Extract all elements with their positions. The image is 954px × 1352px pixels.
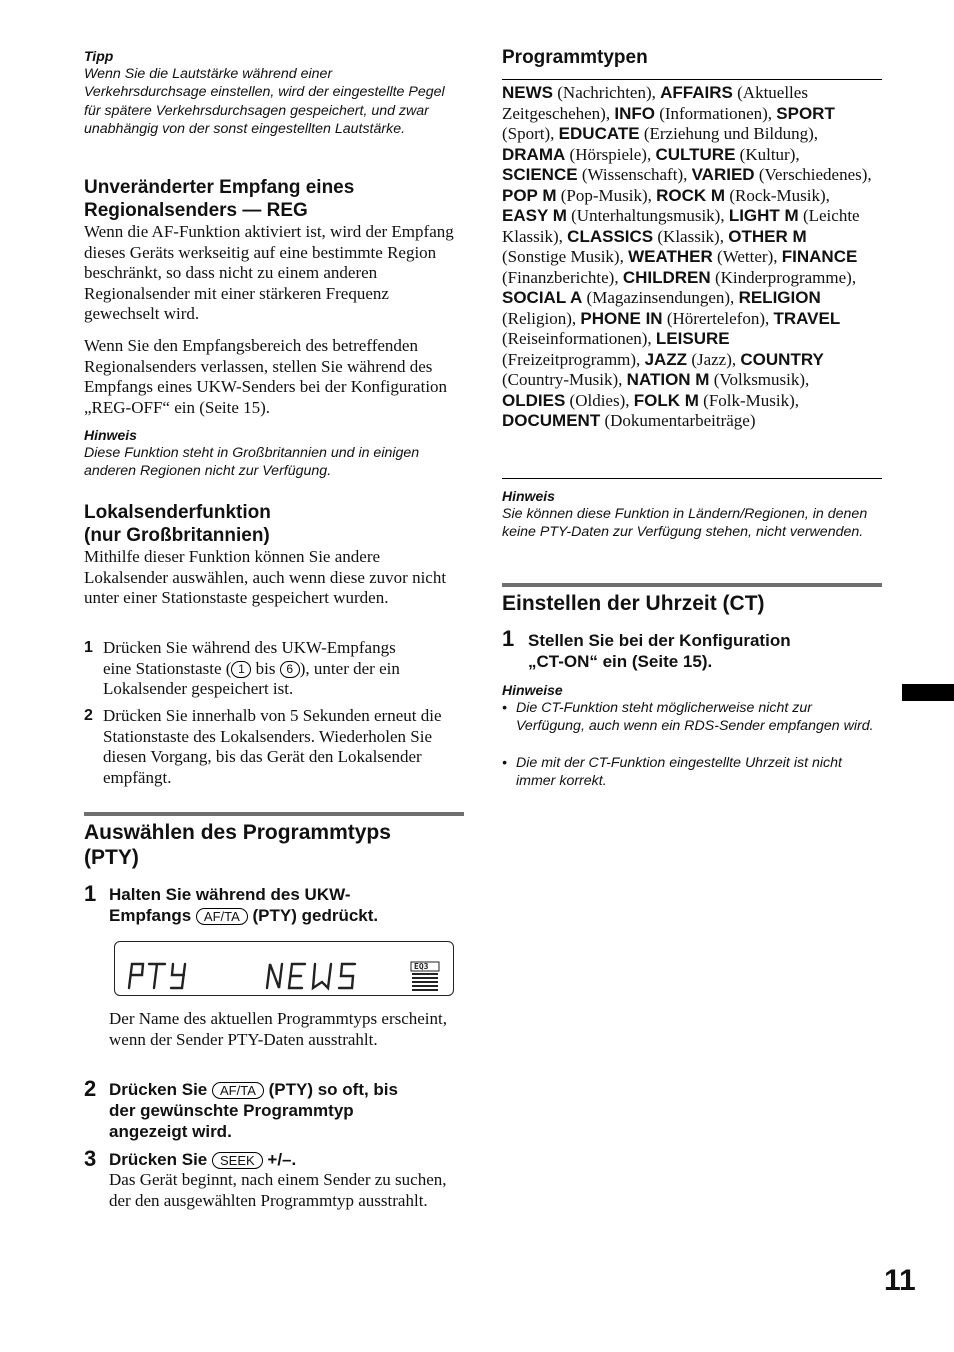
program-type-27-code: FOLK M <box>633 390 699 410</box>
local-step2-number: 2 <box>84 707 93 724</box>
af-ta-key: AF/TA <box>196 908 248 925</box>
program-type-25-description: (Volksmusik), <box>709 370 810 389</box>
program-type-6-code: CULTURE <box>655 144 736 164</box>
program-type-9-code: POP M <box>502 185 557 205</box>
program-type-1-code: AFFAIRS <box>660 83 733 102</box>
program-type-8-description: (Verschiedenes), <box>754 165 872 184</box>
program-type-14-description: (Sonstige Musik), <box>502 247 629 266</box>
program-type-4-code: EDUCATE <box>558 124 640 143</box>
reg-note-text: Diese Funktion steht in Großbritannien und in einigen anderen Regionen nicht zur Verfügung. <box>84 445 420 480</box>
program-type-2-code: INFO <box>614 103 655 123</box>
program-type-21-description: (Reiseinformationen), <box>502 329 656 348</box>
program-type-5-description: (Hörspiele), <box>565 144 656 164</box>
pty-step2-number: 2 <box>84 1076 97 1101</box>
program-type-6-description: (Kultur), <box>735 144 800 164</box>
ct-note1: Die CT-Funktion steht möglicherweise nicht zur Verfügung, auch wenn ein RDS-Sender empfangen wird. <box>516 700 874 735</box>
ct-note2-bullet: • <box>502 755 507 771</box>
program-type-12-code: LIGHT M <box>728 206 799 225</box>
page-number: 11 <box>884 1264 916 1297</box>
ct-note1-bullet: • <box>502 700 507 716</box>
lcd-segment-graphic <box>115 942 453 995</box>
program-type-11-code: EASY M <box>502 206 567 225</box>
ct-heading: Einstellen der Uhrzeit (CT) <box>502 592 765 615</box>
program-type-12-description: (Leichte Klassik), <box>502 206 860 246</box>
program-type-20-description: (Hörertelefon), <box>662 308 774 328</box>
program-type-0-description: (Nachrichten), <box>553 83 661 102</box>
preset-key-1: 1 <box>231 661 251 678</box>
eq-indicator-label: EQ3 <box>414 962 429 971</box>
pty-step3-description: Das Gerät beginnt, nach einem Sender zu suchen, der den ausgewählten Programmtyp ausstrahlt. <box>109 1170 447 1210</box>
program-types-heading: Programmtypen <box>502 47 648 68</box>
program-type-15-code: WEATHER <box>628 247 713 266</box>
program-type-9-description: (Pop-Musik), <box>556 185 657 205</box>
program-type-20-code: PHONE IN <box>580 308 663 328</box>
af-ta-key-2: AF/TA <box>212 1082 264 1099</box>
pty-heading-line2: (PTY) <box>84 846 139 869</box>
program-type-24-code: COUNTRY <box>740 349 824 369</box>
program-type-7-description: (Wissenschaft), <box>577 165 692 184</box>
program-type-18-description: (Magazinsendungen), <box>582 288 739 307</box>
program-type-7-code: SCIENCE <box>502 165 578 184</box>
reg-paragraph-2: Wenn Sie den Empfangsbereich des betreffenden Regionalsenders verlassen, stellen Sie während des Empfangs eines UKW-Senders bei der Konfiguration „REG-OFF“ ein (Seite 15). <box>84 336 448 417</box>
lcd-display <box>114 941 454 996</box>
pty-step3-text: Drücken Sie SEEK +/–. <box>109 1150 297 1169</box>
program-type-24-description: (Country-Musik), <box>502 370 627 389</box>
program-type-26-description: (Oldies), <box>565 390 634 410</box>
ct-notes-heading: Hinweise <box>502 682 563 698</box>
local-heading-line2: (nur Großbritannien) <box>84 525 270 546</box>
program-type-23-description: (Jazz), <box>687 349 741 369</box>
local-step1-line1: Drücken Sie während des UKW-Empfangs <box>103 638 396 657</box>
program-types-bottom-rule <box>502 478 882 479</box>
reg-paragraph-1: Wenn die AF-Funktion aktiviert ist, wird der Empfang dieses Geräts werkseitig auf eine bestimmte Region beschränkt, so dass nicht zu einem anderen Regionalsender mit einer stärkeren Frequenz gewechselt wird. <box>84 222 454 323</box>
program-type-17-description: (Kinderprogramme), <box>710 267 857 287</box>
program-types-list <box>502 83 872 432</box>
program-type-19-description: (Religion), <box>502 308 581 328</box>
program-type-22-description: (Freizeitprogramm), <box>502 349 645 369</box>
types-note-text: Sie können diese Funktion in Ländern/Regionen, in denen keine PTY-Daten zur Verfügung stehen, nicht verwenden. <box>502 506 868 541</box>
program-type-19-code: RELIGION <box>738 288 821 307</box>
program-type-3-description: (Sport), <box>502 124 559 143</box>
program-type-18-code: SOCIAL A <box>502 288 583 307</box>
ct-note2: Die mit der CT-Funktion eingestellte Uhrzeit ist nicht immer korrekt. <box>516 755 842 790</box>
section-tab-marker <box>902 684 954 701</box>
program-type-5-code: DRAMA <box>502 144 566 164</box>
program-type-10-code: ROCK M <box>656 185 726 205</box>
program-type-14-code: OTHER M <box>728 226 807 246</box>
pty-step1-text: Halten Sie während des UKW- Empfangs AF/TA (PTY) gedrückt. <box>109 885 379 925</box>
program-type-2-description: (Informationen), <box>654 103 777 123</box>
program-type-16-description: (Finanzberichte), <box>502 267 623 287</box>
local-step2-text: Drücken Sie innerhalb von 5 Sekunden erneut die Stationstaste des Lokalsenders. Wiederholen Sie diesen Vorgang, bis das Gerät den Lokalsender empfängt. <box>103 706 442 787</box>
ct-step1-text: Stellen Sie bei der Konfiguration „CT-ON“ ein (Seite 15). <box>528 631 791 671</box>
program-type-16-code: FINANCE <box>781 247 858 266</box>
program-type-25-code: NATION M <box>626 370 710 389</box>
program-type-21-code: TRAVEL <box>773 308 841 328</box>
program-type-11-description: (Unterhaltungsmusik), <box>566 206 729 225</box>
reg-note-heading: Hinweis <box>84 427 137 443</box>
program-types-top-rule <box>502 79 882 80</box>
program-type-1-description: (Aktuelles Zeitgeschehen), <box>502 83 808 123</box>
program-type-17-code: CHILDREN <box>622 267 711 287</box>
program-type-28-description: (Dokumentarbeiträge) <box>600 411 756 430</box>
program-type-23-code: JAZZ <box>644 349 688 369</box>
program-type-13-description: (Klassik), <box>653 226 729 246</box>
tip-heading: Tipp <box>84 48 114 64</box>
program-type-10-description: (Rock-Musik), <box>725 185 830 205</box>
local-paragraph: Mithilfe dieser Funktion können Sie andere Lokalsender auswählen, auch wenn diese zuvor nicht unter einer Stationstaste gespeichert wurden. <box>84 547 447 607</box>
seek-key: SEEK <box>212 1152 263 1169</box>
local-step1-number: 1 <box>84 639 93 656</box>
program-type-26-code: OLDIES <box>502 390 566 410</box>
program-type-13-code: CLASSICS <box>567 226 654 246</box>
program-type-0-code: NEWS <box>502 83 553 102</box>
pty-step3-number: 3 <box>84 1146 97 1171</box>
section-divider-pty <box>84 812 464 816</box>
section-divider-ct <box>502 583 882 587</box>
program-type-28-code: DOCUMENT <box>502 411 601 430</box>
program-type-27-description: (Folk-Musik), <box>698 390 800 410</box>
reg-heading-line1: Unveränderter Empfang eines <box>84 177 355 198</box>
types-note-heading: Hinweis <box>502 488 555 504</box>
program-type-8-code: VARIED <box>691 165 755 184</box>
local-step1-text <box>103 638 465 700</box>
program-type-22-code: LEISURE <box>655 329 730 348</box>
local-heading-line1: Lokalsenderfunktion <box>84 502 271 523</box>
program-type-4-description: (Erziehung und Bildung), <box>639 124 819 143</box>
reg-heading-line2: Regionalsenders — REG <box>84 200 308 221</box>
pty-step1-description: Der Name des aktuellen Programmtyps erscheint, wenn der Sender PTY-Daten ausstrahlt. <box>109 1009 448 1049</box>
preset-key-6: 6 <box>280 661 300 678</box>
tip-text: Wenn Sie die Lautstärke während einer Verkehrsdurchsage einstellen, wird der eingestellte Pegel für spätere Verkehrsdurchsagen gespeichert, und zwar unabhängig von der sonst eingestellten Lautstärke. <box>84 66 445 137</box>
local-step1-line2: eine Stationstaste ( 1 bis 6 ), unter der ein <box>103 658 400 678</box>
ct-step1-number: 1 <box>502 626 515 651</box>
local-step1-line3: Lokalsender gespeichert ist. <box>103 679 294 698</box>
program-type-15-description: (Wetter), <box>712 247 782 266</box>
program-type-3-code: SPORT <box>776 103 835 123</box>
pty-heading-line1: Auswählen des Programmtyps <box>84 821 391 844</box>
pty-step2-text: Drücken Sie AF/TA (PTY) so oft, bis der gewünschte Programmtyp angezeigt wird. <box>109 1080 398 1141</box>
pty-step1-number: 1 <box>84 881 97 906</box>
